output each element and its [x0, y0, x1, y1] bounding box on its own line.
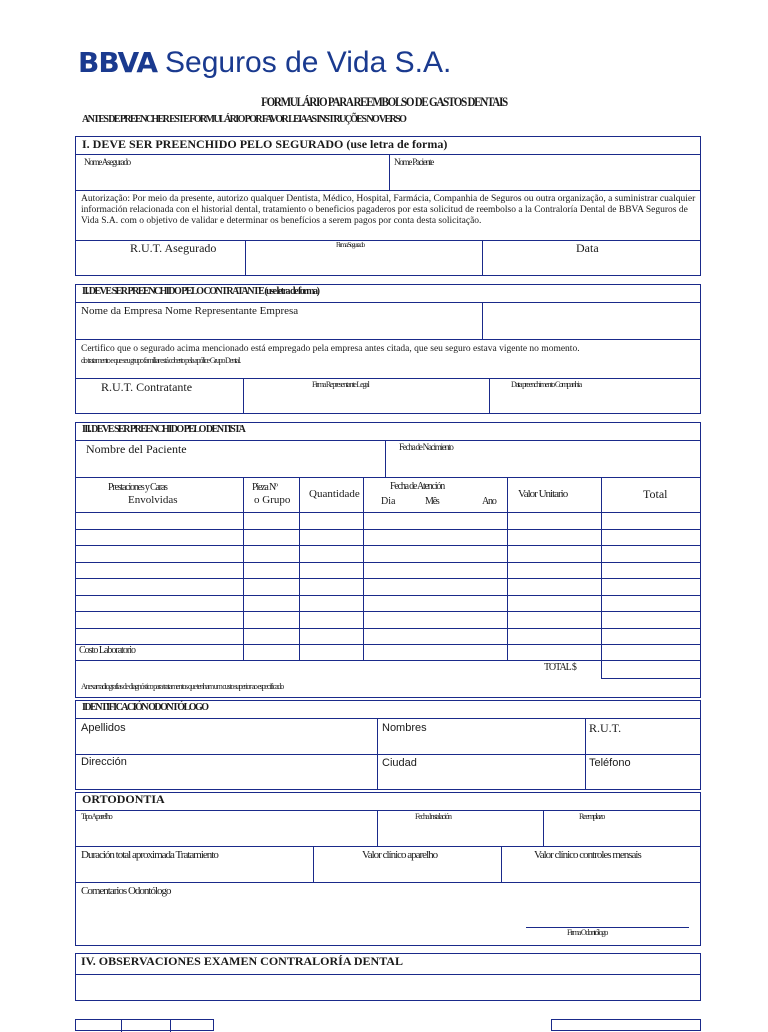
col-quantidade: Quantidade — [309, 488, 360, 500]
data-companhia-label: Data preenchimento Companhia — [511, 380, 581, 389]
comentarios-label: Comentarios Odontólogo — [81, 885, 171, 897]
col-pieza-2: o Grupo — [254, 494, 291, 506]
data-label: Data — [576, 241, 599, 255]
certifico-text-2: do tratamento e que seu grupo familiar está coberto pela apólice Grupo Dental. — [81, 356, 240, 365]
col-mes: Mês — [425, 496, 439, 507]
total-label: TOTAL $ — [544, 662, 576, 673]
section-1-header: I. DEVE SER PREENCHIDO PELO SEGURADO (use letra de forma) — [82, 137, 448, 151]
bottom-left-boxes — [75, 1019, 214, 1031]
bbva-logo — [78, 46, 451, 82]
paciente-label: Nombre del Paciente — [86, 442, 187, 456]
fecha-nac-label: Fecha de Nacimiento — [399, 442, 453, 452]
nome-paciente-label: Nome Paciente — [394, 157, 434, 167]
apellidos-label: Apellidos — [81, 722, 126, 734]
empresa-label: Nome da Empresa Nome Representante Empresa — [81, 305, 299, 317]
direccion-label: Dirección — [81, 756, 127, 768]
ciudad-label: Ciudad — [382, 757, 417, 769]
firma-segurado-label: Firma Segurado — [336, 241, 365, 249]
telefono-label: Teléfono — [589, 757, 631, 769]
costo-laboratorio-label: Costo Laboratorio — [79, 645, 136, 656]
col-prestaciones-2: Envolvidas — [128, 494, 178, 506]
nome-asegurado-label: Nome Asegurado — [84, 157, 130, 167]
form-title: FORMULÁRIO PARA REEMBOLSO DE GASTOS DENTAIS — [261, 94, 507, 109]
section-3-header: III. DEVE SER PREENCHIDO PELO DENTISTA — [82, 424, 245, 435]
col-pieza: Pieza Nº — [252, 482, 277, 493]
section-4-header: IV. OBSERVACIONES EXAMEN CONTRALORÍA DENTAL — [81, 954, 403, 968]
form-subtitle: ANTES DE PREENCHER ESTE FORMULÁRIO POR FAVOR LEIA AS INSTRUÇÕES NO VERSO — [82, 114, 406, 125]
ident-header: IDENTIFICACIÓN ODONTÓLOGO — [82, 702, 208, 713]
fecha-instalacion-label: Fecha Instalación — [415, 812, 451, 821]
col-ano: Ano — [482, 496, 496, 507]
identificacion-odontologo — [75, 700, 701, 790]
col-valor-unitario: Valor Unitario — [518, 488, 568, 500]
valor-aparelho-label: Valor clínico aparelho — [362, 849, 438, 861]
firma-odontologo-label: Firma Odontólogo — [567, 928, 608, 937]
firma-representante-label: Firma Representante Legal — [312, 380, 369, 389]
duracion-label: Duración total aproximada Tratamiento — [81, 849, 218, 861]
col-fecha-atencion: Fecha de Atención — [390, 481, 445, 492]
ortodontia-header: ORTODONTIA — [82, 792, 165, 806]
autorizacao-text: Autorização: Por meio da presente, autorizo qualquer Dentista, Médico, Hospital, Farmácia, Companhia de Seguros ou outra organização, a suministrar cualquier información relacionada con el historial dental, tratamiento o beneficios pagaderos por esta solicitud de reembolso a la Contraloría Dental de BBVA Seguros de Vida S.A. com o objetivo de validar e determinar os benefícios a serem pagos por conta desta solicitação. — [81, 194, 696, 227]
nota-radiografias: Anexar radiografias de diagnóstico para tratamentos que tenham um custo superior ao especificado — [81, 682, 284, 691]
col-total: Total — [643, 487, 668, 501]
brand-bbva: BBVA — [78, 46, 157, 79]
section-2-header: II. DEVE SER PREENCHIDO PELO CONTRATANTE (use letra de forma) — [82, 286, 319, 297]
section-3 — [75, 422, 701, 698]
tipo-aparelho-label: Tipo Aparelho — [81, 812, 112, 821]
reemplazo-label: Reemplazo — [579, 812, 605, 821]
valor-controles-label: Valor clínico controles mensais — [534, 849, 641, 861]
rut-odontologo-label: R.U.T. — [589, 721, 622, 735]
rut-contratante-label: R.U.T. Contratante — [101, 380, 193, 394]
brand-name: Seguros de Vida S.A. — [165, 46, 452, 79]
nombres-label: Nombres — [382, 722, 427, 734]
col-prestaciones: Prestaciones y Caras — [108, 482, 167, 493]
col-dia: Dia — [381, 496, 396, 507]
certifico-text: Certifico que o segurado acima mencionado está empregado pela empresa antes citada, que seu seguro estava vigente no momento. — [81, 344, 580, 354]
bottom-right-box — [551, 1019, 701, 1031]
ortodontia — [75, 792, 701, 946]
rut-asegurado-label: R.U.T. Asegurado — [130, 241, 217, 255]
